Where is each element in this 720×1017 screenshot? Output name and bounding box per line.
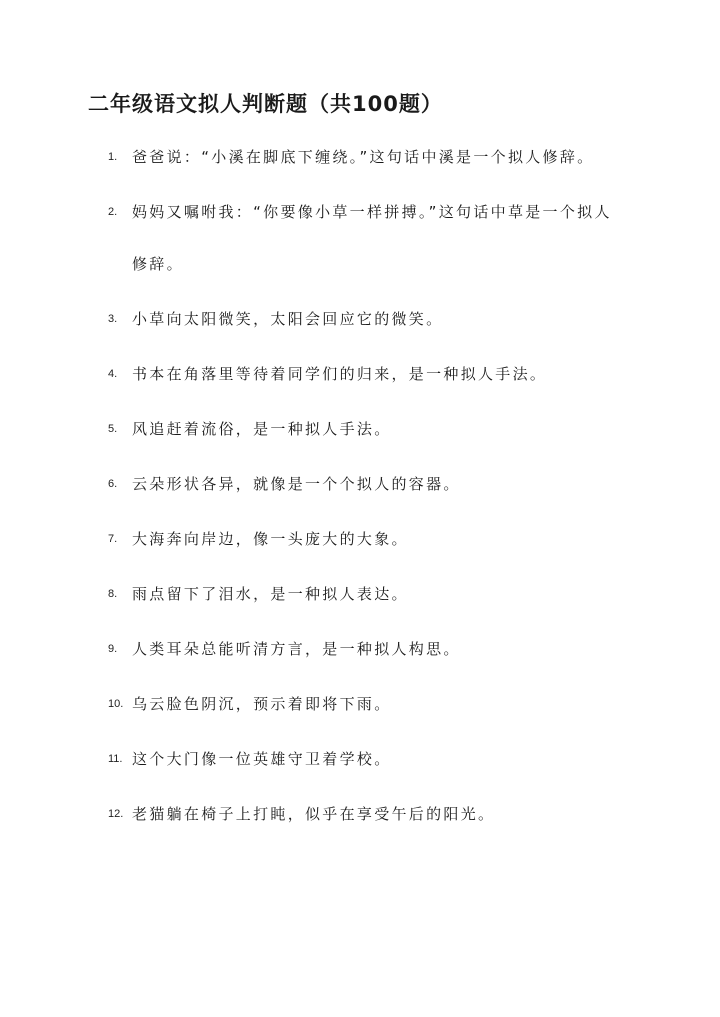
question-number: 5.: [108, 423, 118, 435]
question-number: 3.: [108, 313, 118, 325]
question-text: 书本在角落里等待着同学们的归来，是一种拟人手法。: [132, 365, 548, 383]
question-item: [108, 475, 628, 503]
question-text: 人类耳朵总能听清方言，是一种拟人构思。: [132, 640, 461, 658]
question-item: [108, 640, 628, 668]
question-number: 9.: [108, 643, 118, 655]
question-number: 10.: [108, 698, 124, 710]
question-text: 云朵形状各异，就像是一个个拟人的容器。: [132, 475, 461, 493]
question-text: 妈妈又嘱咐我：“你要像小草一样拼搏。”这句话中草是一个拟人修辞。: [132, 203, 612, 273]
question-item: [108, 530, 628, 558]
question-number: 6.: [108, 478, 118, 490]
question-item: [108, 695, 628, 723]
question-item: [108, 585, 628, 613]
question-item: [108, 420, 628, 448]
question-number: 11.: [108, 753, 123, 765]
question-number: 7.: [108, 533, 118, 545]
question-text: 雨点留下了泪水，是一种拟人表达。: [132, 585, 409, 603]
question-number: 2.: [108, 206, 118, 218]
question-text: 这个大门像一位英雄守卫着学校。: [132, 750, 392, 768]
question-item: [108, 203, 628, 290]
question-list: [108, 148, 628, 860]
question-number: 8.: [108, 588, 118, 600]
question-item: [108, 750, 628, 778]
question-text: 大海奔向岸边，像一头庞大的大象。: [132, 530, 409, 548]
question-item: [108, 365, 628, 393]
question-item: [108, 310, 628, 338]
question-number: 4.: [108, 368, 118, 380]
question-text: 老猫躺在椅子上打盹，似乎在享受午后的阳光。: [132, 805, 496, 823]
question-item: [108, 148, 628, 183]
question-number: 12.: [108, 808, 124, 820]
question-text: 小草向太阳微笑，太阳会回应它的微笑。: [132, 310, 444, 328]
question-text: 风追赶着流俗，是一种拟人手法。: [132, 420, 392, 438]
question-number: 1.: [108, 151, 118, 163]
question-text: 乌云脸色阴沉，预示着即将下雨。: [132, 695, 392, 713]
page-title: 二年级语文拟人判断题（共100题）: [88, 92, 443, 116]
question-item: [108, 805, 628, 833]
question-text: 爸爸说：“小溪在脚底下缠绕。”这句话中溪是一个拟人修辞。: [132, 148, 595, 166]
